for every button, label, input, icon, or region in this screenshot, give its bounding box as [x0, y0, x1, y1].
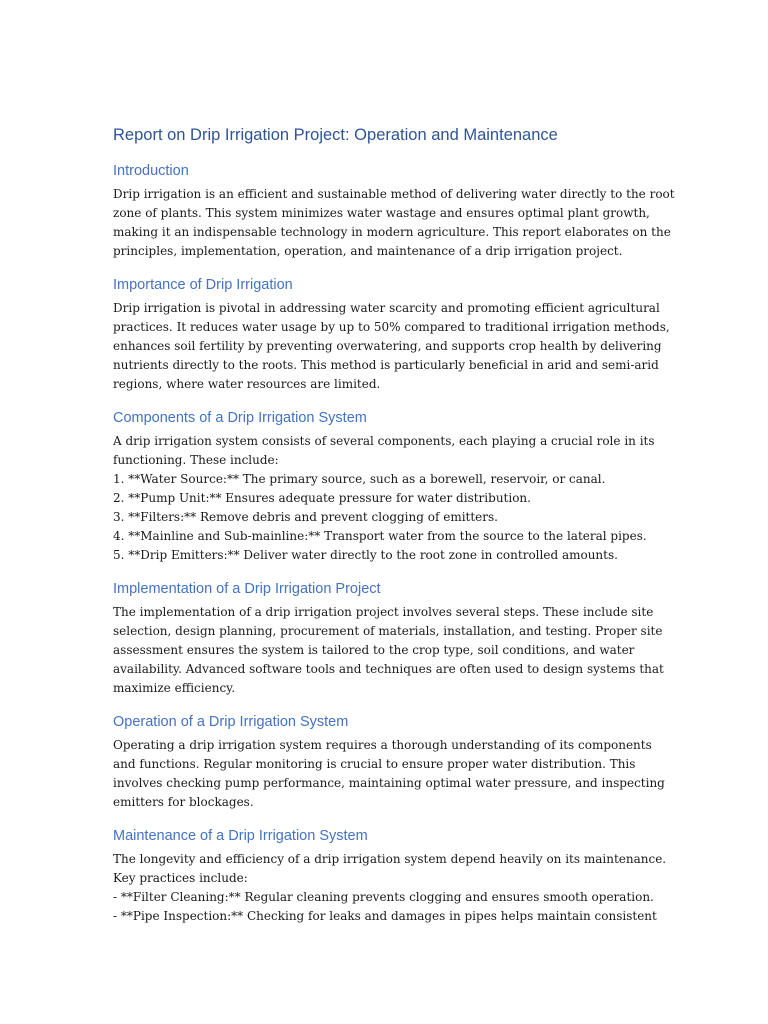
- paragraph-line: - **Filter Cleaning:** Regular cleaning prevents clogging and ensures smooth operation.: [113, 890, 654, 904]
- section-heading: Implementation of a Drip Irrigation Project: [113, 581, 381, 597]
- paragraph-line: regions, where water resources are limited.: [113, 377, 381, 391]
- paragraph-line: practices. It reduces water usage by up to 50% compared to traditional irrigation methods,: [113, 320, 670, 334]
- paragraph-line: making it an indispensable technology in modern agriculture. This report elaborates on the: [113, 225, 671, 239]
- section: [113, 408, 658, 565]
- paragraph-line: assessment ensures the system is tailored to the crop type, soil conditions, and water: [113, 643, 635, 657]
- document-body: [113, 161, 675, 926]
- paragraph-line: zone of plants. This system minimizes water wastage and ensures optimal plant growth,: [113, 206, 650, 220]
- paragraph-line: The implementation of a drip irrigation project involves several steps. These include site: [113, 605, 654, 619]
- document-title: Report on Drip Irrigation Project: Operation and Maintenance: [113, 126, 558, 144]
- section-heading: Operation of a Drip Irrigation System: [113, 714, 349, 730]
- paragraph-line: functioning. These include:: [113, 453, 279, 467]
- paragraph-line: 3. **Filters:** Remove debris and prevent clogging of emitters.: [113, 510, 498, 524]
- paragraph-line: Operating a drip irrigation system requires a thorough understanding of its components: [113, 738, 652, 752]
- section: [113, 712, 665, 812]
- section: [113, 826, 667, 926]
- paragraph-line: availability. Advanced software tools and techniques are often used to design systems that: [113, 662, 664, 676]
- section-heading: Components of a Drip Irrigation System: [113, 410, 367, 426]
- section: [113, 275, 670, 394]
- paragraph-line: 4. **Mainline and Sub-mainline:** Transport water from the source to the lateral pipes.: [113, 529, 647, 543]
- paragraph-line: 5. **Drip Emitters:** Deliver water directly to the root zone in controlled amounts.: [113, 548, 618, 562]
- section-heading: Maintenance of a Drip Irrigation System: [113, 828, 368, 844]
- paragraph-line: and functions. Regular monitoring is crucial to ensure proper water distribution. This: [113, 757, 636, 771]
- section: [113, 161, 675, 261]
- paragraph-line: emitters for blockages.: [113, 795, 254, 809]
- paragraph-line: involves checking pump performance, maintaining optimal water pressure, and inspecting: [113, 776, 665, 790]
- paragraph-line: selection, design planning, procurement of materials, installation, and testing. Proper site: [113, 624, 663, 638]
- paragraph-line: nutrients directly to the roots. This method is particularly beneficial in arid and semi-arid: [113, 358, 659, 372]
- section: [113, 579, 664, 698]
- paragraph-line: A drip irrigation system consists of several components, each playing a crucial role in its: [113, 434, 655, 448]
- paragraph-line: principles, implementation, operation, and maintenance of a drip irrigation project.: [113, 244, 623, 258]
- paragraph-line: Drip irrigation is an efficient and sustainable method of delivering water directly to the root: [113, 187, 675, 201]
- paragraph-line: Key practices include:: [113, 871, 248, 885]
- paragraph-line: 1. **Water Source:** The primary source, such as a borewell, reservoir, or canal.: [113, 472, 606, 486]
- section-heading: Importance of Drip Irrigation: [113, 277, 293, 293]
- paragraph-line: The longevity and efficiency of a drip irrigation system depend heavily on its maintenance.: [113, 852, 667, 866]
- section-heading: Introduction: [113, 163, 189, 179]
- paragraph-line: enhances soil fertility by preventing overwatering, and supports crop health by delivering: [113, 339, 662, 353]
- paragraph-line: Drip irrigation is pivotal in addressing water scarcity and promoting efficient agricultural: [113, 301, 660, 315]
- document-page: [113, 124, 675, 940]
- paragraph-line: 2. **Pump Unit:** Ensures adequate pressure for water distribution.: [113, 491, 531, 505]
- paragraph-line: - **Pipe Inspection:** Checking for leaks and damages in pipes helps maintain consistent: [113, 909, 657, 923]
- paragraph-line: maximize efficiency.: [113, 681, 236, 695]
